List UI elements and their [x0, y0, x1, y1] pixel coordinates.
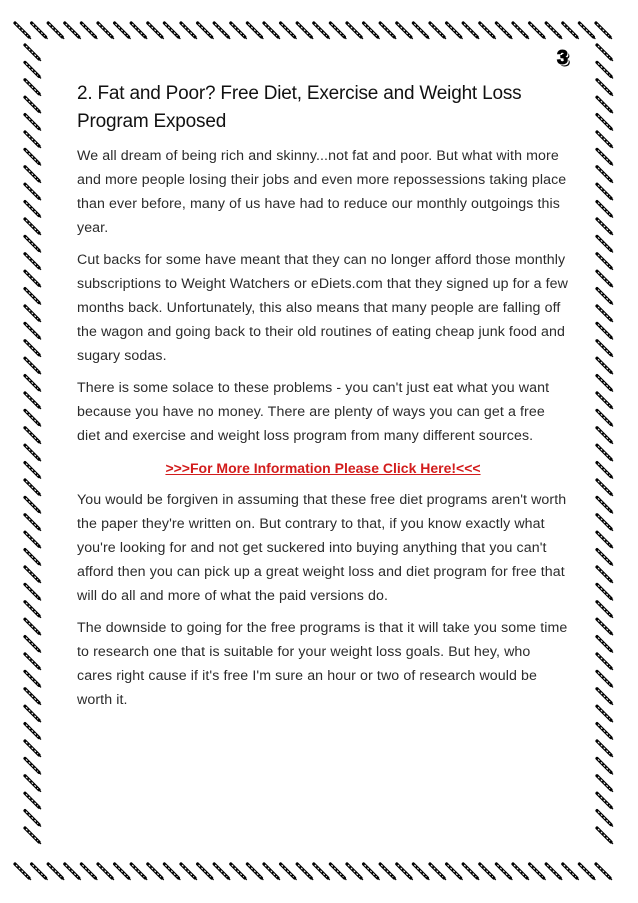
pencil-icon: [25, 428, 41, 444]
paragraph-4: You would be forgiven in assuming that these free diet programs aren't worth the paper they're written on. But contrary to that, if you know exactly what you're looking for and not get suckered into buying anything that you can't afford then you can pick up a great weight loss and diet program for free that will do all and more of what the paid versions do.: [77, 492, 567, 604]
pencil-icon: [25, 149, 41, 165]
pencil-icon: [231, 864, 247, 880]
pencil-icon: [25, 254, 41, 270]
pencil-icon: [115, 23, 131, 39]
pencil-icon: [148, 23, 164, 39]
pencil-icon: [413, 864, 429, 880]
pencil-icon: [597, 515, 613, 531]
pencil-icon: [530, 23, 546, 39]
pencil-icon: [25, 80, 41, 96]
pencil-icon: [597, 567, 613, 583]
paragraph-5: The downside to going for the free programs is that it will take you some time to research one that is suitable for your weight loss goals. But hey, who cares right cause if it's free I'm sure an hour or two of research would be worth it.: [77, 620, 568, 708]
pencil-icon: [25, 758, 41, 774]
pencil-icon: [98, 864, 114, 880]
pencil-icon: [25, 202, 41, 218]
pencil-icon: [25, 115, 41, 131]
pencil-icon: [25, 793, 41, 809]
pencil-icon: [25, 323, 41, 339]
pencil-icon: [330, 23, 346, 39]
pencil-icon: [115, 864, 131, 880]
pencil-icon: [231, 23, 247, 39]
pencil-icon: [480, 23, 496, 39]
pencil-icon: [380, 23, 396, 39]
pencil-icon: [214, 23, 230, 39]
pencil-icon: [25, 167, 41, 183]
pencil-icon: [347, 23, 363, 39]
pencil-icon: [330, 864, 346, 880]
pencil-icon: [25, 219, 41, 235]
pencil-icon: [513, 864, 529, 880]
pencil-icon: [25, 341, 41, 357]
pencil-icon: [597, 376, 613, 392]
pencil-icon: [314, 23, 330, 39]
pencil-icon: [413, 23, 429, 39]
pencil-icon: [264, 864, 280, 880]
pencil-icon: [364, 23, 380, 39]
pencil-icon: [597, 776, 613, 792]
pencil-icon: [98, 23, 114, 39]
pencil-icon: [247, 864, 263, 880]
pencil-icon: [597, 497, 613, 513]
pencil-icon: [214, 864, 230, 880]
pencil-icon: [579, 864, 595, 880]
pencil-icon: [25, 828, 41, 844]
pencil-icon: [25, 480, 41, 496]
pencil-icon: [447, 23, 463, 39]
pencil-icon: [48, 23, 64, 39]
pencil-icon: [25, 532, 41, 548]
pencil-icon: [597, 80, 613, 96]
pencil-icon: [430, 23, 446, 39]
pencil-icon: [65, 23, 81, 39]
pencil-icon: [314, 864, 330, 880]
pencil-icon: [25, 45, 41, 61]
pencil-icon: [597, 236, 613, 252]
pencil-icon: [597, 306, 613, 322]
pencil-icon: [463, 864, 479, 880]
pencil-icon: [48, 864, 64, 880]
pencil-icon: [25, 184, 41, 200]
pencil-icon: [25, 619, 41, 635]
pencil-icon: [563, 23, 579, 39]
pencil-icon: [447, 864, 463, 880]
pencil-icon: [281, 864, 297, 880]
pencil-icon: [65, 864, 81, 880]
pencil-icon: [546, 864, 562, 880]
pencil-icon: [597, 289, 613, 305]
pencil-icon: [25, 306, 41, 322]
pencil-icon: [563, 864, 579, 880]
pencil-icon: [164, 864, 180, 880]
pencil-icon: [546, 23, 562, 39]
pencil-icon: [597, 741, 613, 757]
pencil-icon: [596, 23, 612, 39]
pencil-icon: [81, 864, 97, 880]
pencil-icon: [25, 689, 41, 705]
pencil-icon: [25, 584, 41, 600]
pencil-icon: [597, 689, 613, 705]
pencil-icon: [25, 567, 41, 583]
paragraph-2: Cut backs for some have meant that they can no longer afford those monthly subscriptions to Weight Watchers or eDiets.com that they signed up for a few months back. Unfortunately, this also means that many people are falling off the wagon and going back to their old routines of eating cheap junk food and sugary sodas.: [77, 252, 568, 364]
pencil-icon: [597, 219, 613, 235]
pencil-icon: [597, 445, 613, 461]
pencil-icon: [25, 236, 41, 252]
pencil-icon: [597, 358, 613, 374]
pencil-icon: [297, 23, 313, 39]
pencil-icon: [496, 23, 512, 39]
pencil-icon: [597, 323, 613, 339]
pencil-icon: [597, 167, 613, 183]
pencil-icon: [25, 376, 41, 392]
pencil-icon: [496, 864, 512, 880]
pencil-icon: [25, 706, 41, 722]
pencil-icon: [364, 864, 380, 880]
pencil-icon: [164, 23, 180, 39]
pencil-icon: [579, 23, 595, 39]
pencil-icon: [597, 793, 613, 809]
pencil-icon: [181, 23, 197, 39]
pencil-icon: [25, 637, 41, 653]
page-number: 3: [556, 47, 568, 69]
pencil-icon: [597, 97, 613, 113]
pencil-icon: [597, 149, 613, 165]
pencil-icon: [25, 393, 41, 409]
pencil-icon: [597, 132, 613, 148]
pencil-icon: [597, 184, 613, 200]
pencil-icon: [597, 654, 613, 670]
pencil-icon: [264, 23, 280, 39]
pencil-icon: [25, 410, 41, 426]
pencil-icon: [15, 23, 31, 39]
pencil-icon: [247, 23, 263, 39]
pencil-icon: [25, 724, 41, 740]
pencil-icon: [480, 864, 496, 880]
pencil-icon: [597, 410, 613, 426]
pencil-icon: [148, 864, 164, 880]
pencil-icon: [597, 254, 613, 270]
pencil-icon: [597, 619, 613, 635]
pencil-icon: [597, 202, 613, 218]
pencil-icon: [597, 602, 613, 618]
pencil-icon: [198, 864, 214, 880]
pencil-icon: [25, 358, 41, 374]
pencil-icon: [597, 550, 613, 566]
pencil-icon: [597, 828, 613, 844]
pencil-icon: [297, 864, 313, 880]
pencil-icon: [25, 497, 41, 513]
pencil-icon: [25, 550, 41, 566]
pencil-icon: [25, 463, 41, 479]
pencil-icon: [281, 23, 297, 39]
pencil-icon: [25, 654, 41, 670]
pencil-icon: [25, 289, 41, 305]
pencil-icon: [597, 532, 613, 548]
pencil-icon: [597, 115, 613, 131]
pencil-icon: [131, 23, 147, 39]
pencil-icon: [15, 864, 31, 880]
pencil-icon: [397, 23, 413, 39]
article-heading: 2. Fat and Poor? Free Diet, Exercise and Weight Loss Program Exposed: [77, 83, 522, 132]
pencil-icon: [25, 602, 41, 618]
pencil-icon: [25, 515, 41, 531]
pencil-icon: [25, 671, 41, 687]
pencil-icon: [81, 23, 97, 39]
more-info-link-line: [77, 456, 569, 480]
pencil-icon: [597, 480, 613, 496]
pencil-icon: [25, 776, 41, 792]
pencil-icon: [597, 811, 613, 827]
pencil-icon: [597, 62, 613, 78]
pencil-icon: [597, 724, 613, 740]
pencil-icon: [347, 864, 363, 880]
pencil-icon: [131, 864, 147, 880]
paragraph-3: There is some solace to these problems - you can't just eat what you want because you have no money. There are plenty of ways you can get a free diet and exercise and weight loss program from many different sources.: [77, 380, 550, 444]
pencil-icon: [530, 864, 546, 880]
more-info-link[interactable]: >>>For More Information Please Click Here!<<<: [165, 460, 481, 476]
pencil-icon: [397, 864, 413, 880]
pencil-icon: [513, 23, 529, 39]
pencil-icon: [597, 341, 613, 357]
pencil-icon: [597, 671, 613, 687]
pencil-icon: [25, 62, 41, 78]
pencil-icon: [597, 45, 613, 61]
pencil-icon: [25, 271, 41, 287]
pencil-icon: [596, 864, 612, 880]
pencil-icon: [25, 445, 41, 461]
pencil-icon: [198, 23, 214, 39]
pencil-icon: [25, 132, 41, 148]
pencil-icon: [597, 706, 613, 722]
pencil-icon: [25, 741, 41, 757]
pencil-icon: [597, 584, 613, 600]
pencil-icon: [597, 271, 613, 287]
pencil-icon: [32, 864, 48, 880]
pencil-icon: [597, 393, 613, 409]
pencil-icon: [597, 637, 613, 653]
pencil-icon: [597, 758, 613, 774]
pencil-icon: [597, 463, 613, 479]
pencil-icon: [32, 23, 48, 39]
paragraph-1: We all dream of being rich and skinny...not fat and poor. But what with more and more people losing their jobs and even more repossessions taking place than ever before, many of us have had to reduce our monthly outgoings this year.: [77, 148, 567, 236]
pencil-icon: [463, 23, 479, 39]
pencil-icon: [380, 864, 396, 880]
article-body: [77, 80, 569, 720]
pencil-icon: [25, 97, 41, 113]
pencil-icon: [597, 428, 613, 444]
pencil-icon: [181, 864, 197, 880]
pencil-icon: [430, 864, 446, 880]
pencil-icon: [25, 811, 41, 827]
